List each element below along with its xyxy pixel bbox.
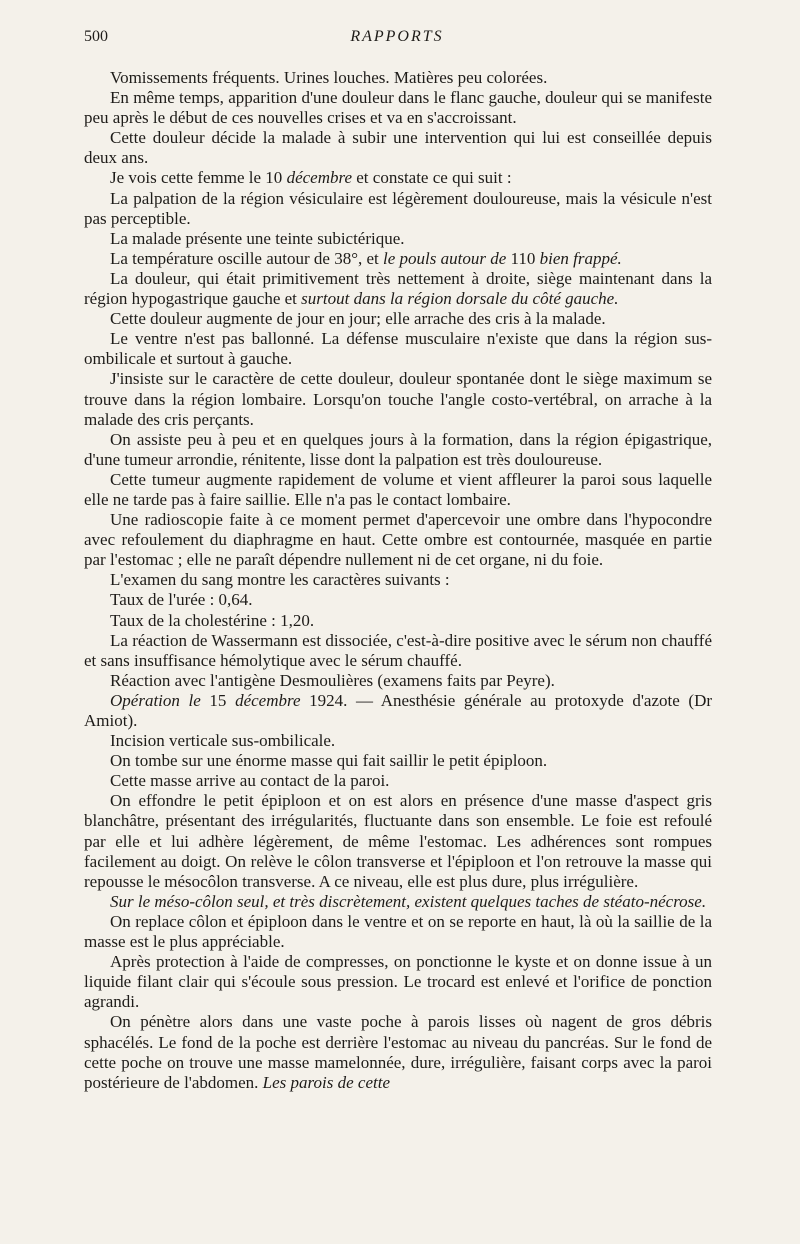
paragraph [84, 229, 712, 249]
running-head: RAPPORTS [350, 28, 444, 45]
italic-text: Sur le méso-côlon seul, et très discrètement, existent quelques taches de stéato-nécrose. [110, 891, 707, 911]
paragraph [84, 128, 712, 168]
italic-text: surtout dans la région dorsale du côté gauche. [301, 289, 619, 309]
paragraph [84, 510, 712, 570]
paragraph [84, 892, 712, 912]
text-run: On effondre le petit épiploon et on est alors en présence d'une masse d'aspect gris blanchâtre, présentant des irrégularités, fluctuante dans son ensemble. Le foie est refoulé par elle et lui adhère légèrement, de même l'estomac. Les adhérences sont rompues facilement au doigt. On relève le côlon transverse et l'épiploon et l'on retrouve la masse qui repousse le mésocôlon transverse. A ce niveau, elle est plus dure, plus irrégulière. [84, 791, 712, 891]
text-run: Cette douleur augmente de jour en jour; elle arrache des cris à la malade. [110, 309, 606, 329]
paragraph [84, 189, 712, 229]
text-run: Après protection à l'aide de compresses, on ponctionne le kyste et on donne issue à un liquide filant clair qui s'écoule sous pression. Le trocard est enlevé et l'orifice de ponction agrandi. [84, 952, 712, 1012]
italic-text: Opération le [110, 690, 201, 710]
paragraph [84, 771, 712, 791]
page-header [84, 28, 710, 50]
paragraph [84, 631, 712, 671]
text-run: La palpation de la région vésiculaire est légèrement douloureuse, mais la vésicule n'est pas perceptible. [84, 188, 712, 228]
paragraph [84, 309, 712, 329]
paragraph [84, 952, 712, 1012]
text-run: 1924. — Anesthésie générale au protoxyde d'azote (Dr Amiot). [84, 690, 713, 730]
text-run: J'insiste sur le caractère de cette douleur, douleur spontanée dont le siège maximum se trouve dans la région lombaire. Lorsqu'on touche l'angle costo-vertébral, on arrache à la malade des cris perçants. [84, 369, 712, 429]
paragraph [84, 68, 712, 88]
text-run: On pénètre alors dans une vaste poche à parois lisses où nagent de gros débris sphacélés. Le fond de la poche est derrière l'estomac au niveau du pancréas. Sur le fond de cette poche on trouve une masse mamelonnée, dure, irrégulière, faisant corps avec la paroi postérieure de l'abdomen. [84, 1012, 712, 1092]
page-number: 500 [84, 28, 108, 45]
text-run: Taux de la cholestérine : 1,20. [110, 610, 315, 630]
text-run: La réaction de Wassermann est dissociée, c'est-à-dire positive avec le sérum non chauffé et sans insuffisance hémolytique avec le sérum chauffé. [84, 630, 712, 670]
paragraph [84, 751, 712, 771]
text-run: 110 [506, 248, 540, 268]
paragraph [84, 269, 712, 309]
paragraph [84, 570, 712, 590]
text-run: Cette masse arrive au contact de la paroi. [110, 771, 390, 791]
paragraph [84, 691, 712, 731]
paragraph [84, 249, 712, 269]
paragraph [84, 430, 712, 470]
paragraph [84, 470, 712, 510]
italic-text: Les parois de cette [262, 1072, 390, 1092]
text-run: On replace côlon et épiploon dans le ventre et on se reporte en haut, là où la saillie de la masse est le plus appréciable. [84, 911, 712, 952]
paragraph [84, 791, 712, 891]
text-run: On assiste peu à peu et en quelques jours à la formation, dans la région épigastrique, d'une tumeur arrondie, rénitente, lisse dont la palpation est très douloureuse. [84, 429, 712, 469]
paragraph [84, 88, 712, 128]
text-run: Vomissements fréquents. Urines louches. Matières peu colorées. [110, 68, 548, 87]
paragraph [84, 1012, 712, 1092]
italic-text: décembre [235, 690, 301, 710]
text-run: Taux de l'urée : 0,64. [110, 590, 253, 610]
text-run: La douleur, qui était primitivement très nettement à droite, siège maintenant dans la région hypogastrique gauche et [84, 268, 712, 309]
text-run: Une radioscopie faite à ce moment permet d'apercevoir une ombre dans l'hypocondre avec refoulement du diaphragme en haut. Cette ombre est contournée, masquée en partie par l'estomac ; elle ne paraît dépendre nullement ni de cet organe, ni du foie. [84, 510, 712, 570]
text-run: Réaction avec l'antigène Desmoulières (examens faits par Peyre). [110, 670, 555, 690]
text-run: En même temps, apparition d'une douleur dans le flanc gauche, douleur qui se manifeste peu après le début de ces nouvelles crises et va en s'accroissant. [84, 88, 712, 128]
text-run: Incision verticale sus-ombilicale. [110, 731, 336, 751]
body-text [84, 68, 712, 1093]
paragraph [84, 671, 712, 691]
italic-text: le pouls autour de [383, 248, 507, 268]
paragraph [84, 369, 712, 429]
text-run: Je vois cette femme le 10 [110, 168, 287, 188]
paragraph [84, 329, 712, 369]
paragraph [84, 731, 712, 751]
text-run: Cette douleur décide la malade à subir une intervention qui lui est conseillée depuis deux ans. [84, 128, 712, 168]
paragraph [84, 590, 712, 610]
paragraph [84, 611, 712, 631]
text-run: Cette tumeur augmente rapidement de volume et vient affleurer la paroi sous laquelle elle ne tarde pas à faire saillie. Elle n'a pas le contact lombaire. [84, 469, 712, 509]
text-run: La température oscille autour de 38°, et [110, 248, 384, 268]
italic-text: décembre [286, 168, 353, 188]
text-run: et constate ce qui suit : [352, 168, 512, 188]
text-run: La malade présente une teinte subictérique. [110, 228, 405, 248]
text-run: On tombe sur une énorme masse qui fait saillir le petit épiploon. [110, 751, 548, 771]
text-run: L'examen du sang montre les caractères suivants : [110, 570, 450, 590]
paragraph [84, 912, 712, 952]
text-run: Le ventre n'est pas ballonné. La défense musculaire n'existe que dans la région sus-ombilicale et surtout à gauche. [84, 329, 712, 369]
paragraph [84, 168, 712, 188]
italic-text: bien frappé. [539, 248, 622, 268]
text-run: 15 [200, 690, 236, 710]
